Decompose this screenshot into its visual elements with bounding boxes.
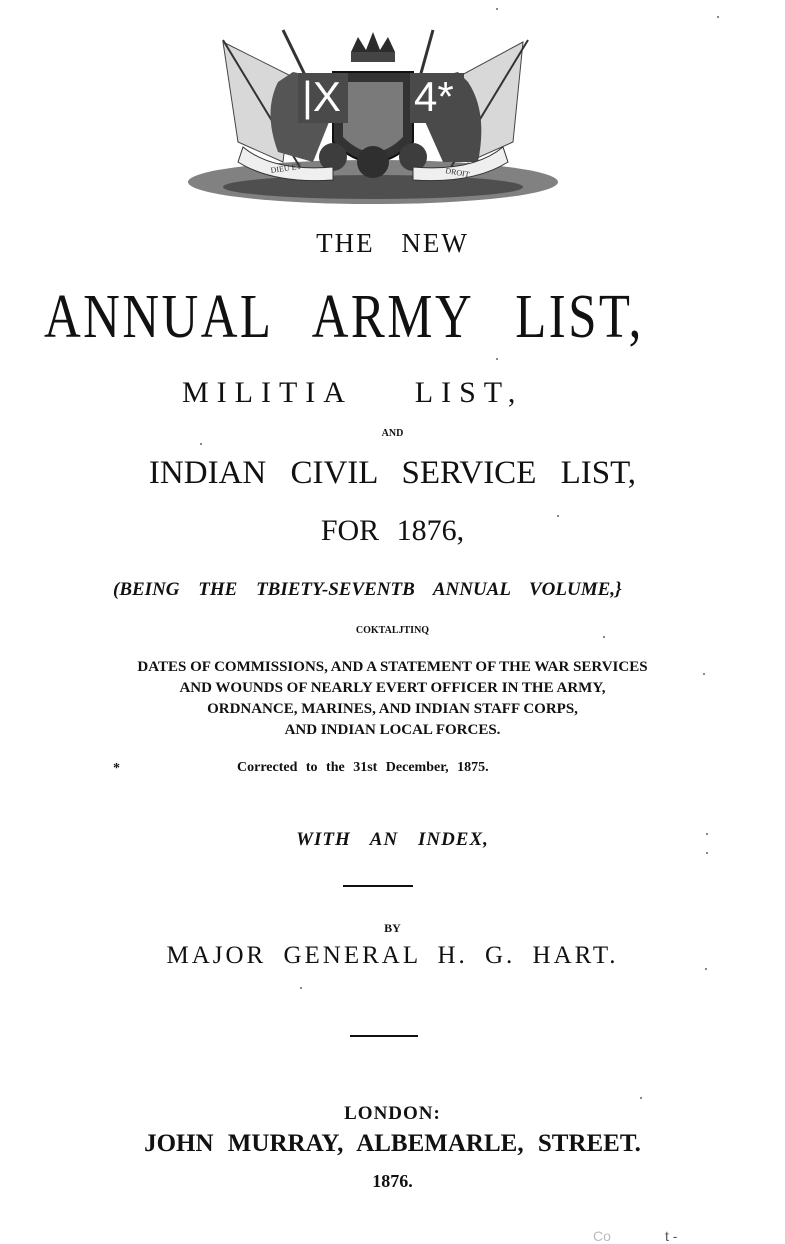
pre-title: THE NEW [316,228,469,258]
publication-place: LONDON: [344,1103,441,1124]
description-line: AND INDIAN LOCAL FORCES. [284,722,501,738]
by-label: BY [384,921,401,935]
corrected-date: Corrected to the 31st December, 1875. [237,760,489,775]
scan-speck [640,1097,642,1099]
description-line: ORDNANCE, MARINES, AND INDIAN STAFF CORPS, [207,701,578,717]
main-title: ANNUAL ARMY LIST, [44,283,644,351]
scan-speck [706,833,708,835]
asterisk-mark: * [113,761,120,776]
scan-speck [705,968,707,970]
publication-year: 1876. [372,1171,413,1191]
scan-speck [300,987,302,989]
ocr-overlay-left: |X [298,73,348,123]
scan-speck [706,852,708,854]
conjunction-and: AND [381,428,404,439]
subtitle-indian-civil-service: INDIAN CIVIL SERVICE LIST, [148,455,637,491]
description-line: AND WOUNDS OF NEARLY EVERT OFFICER IN THE ARMY, [179,680,606,696]
scan-speck [717,16,719,18]
svg-text:DROIT: DROIT [444,166,471,180]
svg-text:DIEU ET: DIEU ET [270,161,302,175]
scan-speck [496,8,498,10]
scan-speck [496,358,498,360]
ocr-overlay-right: 4* [410,73,464,123]
royal-coat-of-arms-illustration [183,22,563,207]
corner-fragment: t - [665,1228,678,1244]
author-name: MAJOR GENERAL H. G. HART. [166,942,619,969]
watermark-fragment: Co [593,1228,611,1244]
divider-rule [350,1035,418,1037]
description-block [0,657,785,741]
index-note: WITH AN INDEX, [296,829,489,850]
description-line: DATES OF COMMISSIONS, AND A STATEMENT OF THE WAR SERVICES [137,659,648,675]
scan-speck [557,515,559,517]
scan-speck [200,443,202,445]
divider-rule [343,885,413,887]
scan-speck [703,673,705,675]
subtitle-militia-list: MILITIA LIST, [182,376,524,409]
publisher-name: JOHN MURRAY, ALBEMARLE, STREET. [144,1130,641,1157]
scan-speck [603,636,605,638]
containing-label: COKTALJTINQ [355,625,430,636]
volume-note: (BEING THE TBIETY-SEVENTB ANNUAL VOLUME,} [113,579,622,600]
year-line: FOR 1876, [320,514,465,547]
